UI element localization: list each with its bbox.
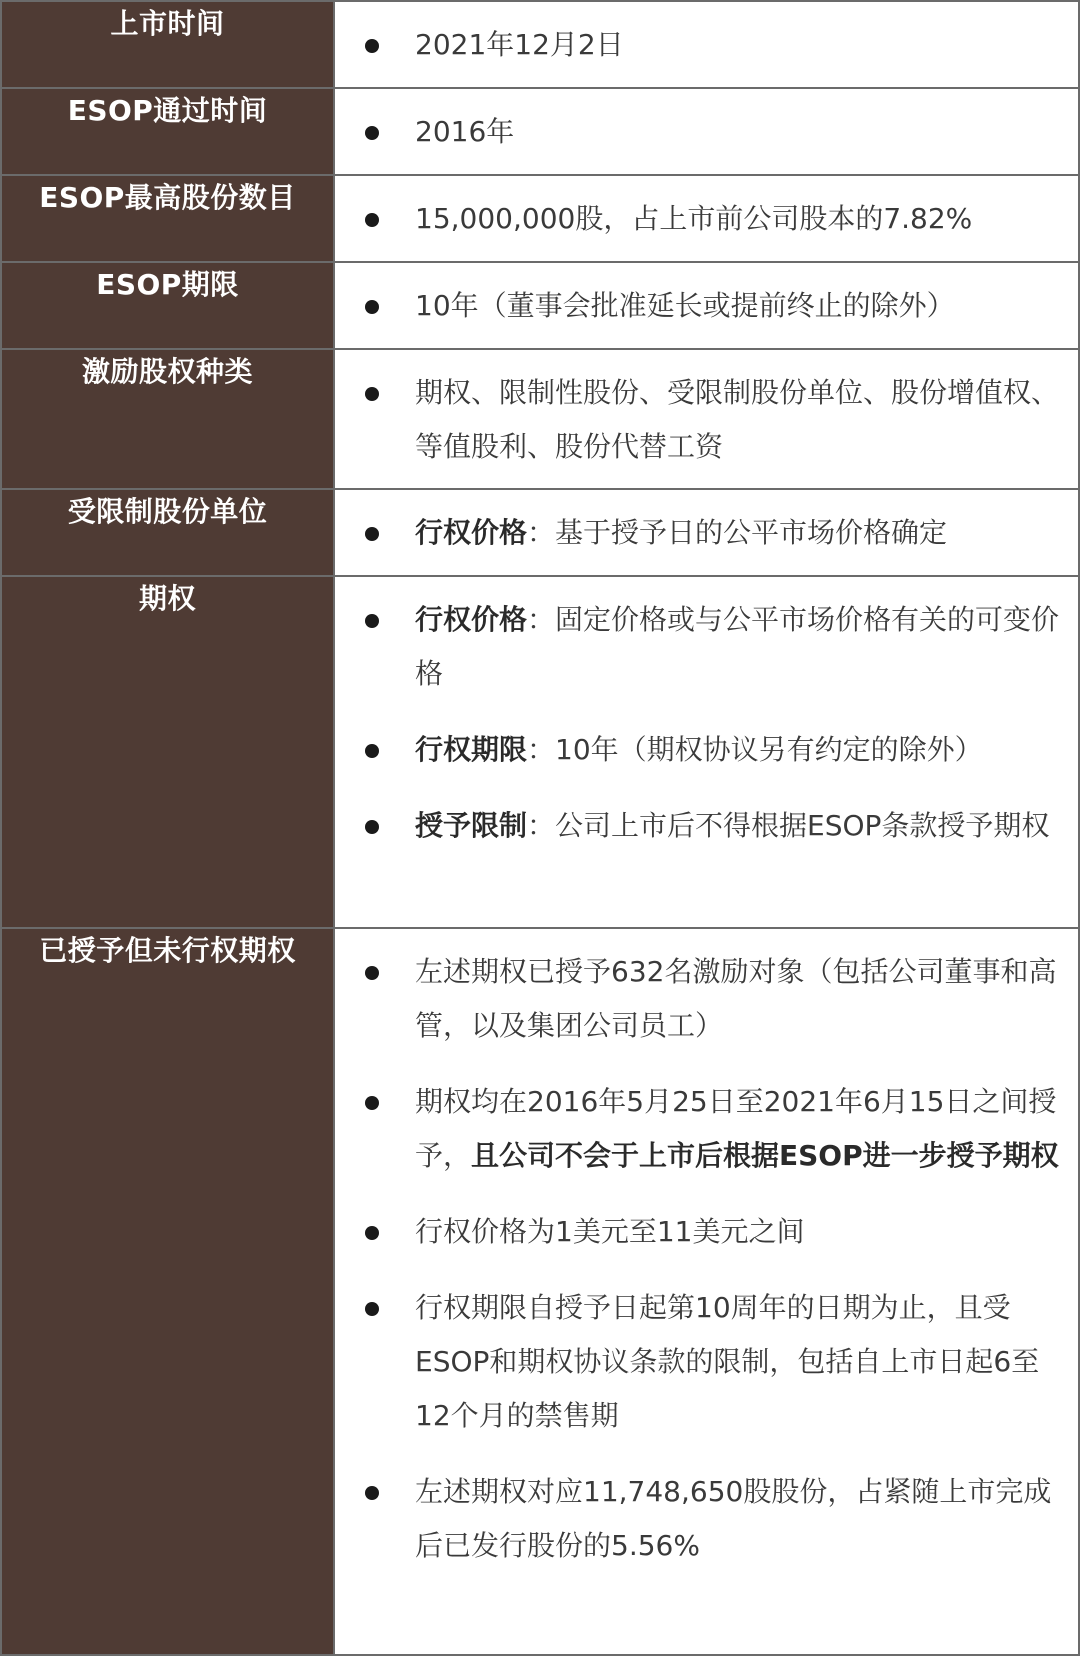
- list-item: [365, 506, 1068, 560]
- list-item: [365, 593, 1068, 701]
- row-content: [334, 175, 1079, 262]
- item-text: ：公司上市后不得根据ESOP条款授予期权: [527, 809, 1050, 842]
- row-label: 上市时间: [1, 1, 334, 88]
- item-text: 15,000,000股，占上市前公司股本的7.82%: [415, 202, 973, 235]
- row-label: 期权: [1, 576, 334, 928]
- row-label: ESOP最高股份数目: [1, 175, 334, 262]
- item-text: ：固定价格或与公平市场价格有关的可变价格: [415, 603, 1060, 690]
- item-text: 期权均在2016年5月25日至2021年6月15日之间授予，: [415, 1085, 1057, 1172]
- table-row: [1, 262, 1079, 349]
- bullet-icon: [365, 1096, 379, 1110]
- bullet-icon: [365, 1302, 379, 1316]
- bullet-icon: [365, 300, 379, 314]
- row-label: ESOP期限: [1, 262, 334, 349]
- item-text: 2016年: [415, 115, 515, 148]
- list-item: [365, 1205, 1068, 1259]
- bullet-icon: [365, 527, 379, 541]
- table-row: [1, 928, 1079, 1655]
- row-content: [334, 576, 1079, 928]
- item-text: 左述期权对应11,748,650股股份，占紧随上市完成后已发行股份的5.56%: [415, 1475, 1052, 1562]
- list-item: [365, 1075, 1068, 1183]
- item-term: 授予限制: [415, 809, 528, 842]
- bullet-icon: [365, 966, 379, 980]
- bullet-icon: [365, 39, 379, 53]
- table-row: [1, 88, 1079, 175]
- list-item: [365, 799, 1068, 853]
- list-item: [365, 1281, 1068, 1443]
- list-item: [365, 1465, 1068, 1573]
- table-row: [1, 349, 1079, 489]
- row-content: [334, 489, 1079, 576]
- row-label: 激励股权种类: [1, 349, 334, 489]
- bullet-icon: [365, 1226, 379, 1240]
- row-content: [334, 928, 1079, 1655]
- item-text: ：基于授予日的公平市场价格确定: [527, 516, 948, 549]
- item-text: ：10年（期权协议另有约定的除外）: [527, 733, 983, 766]
- bullet-icon: [365, 1486, 379, 1500]
- item-text: 10年（董事会批准延长或提前终止的除外）: [415, 289, 955, 322]
- bullet-icon: [365, 820, 379, 834]
- table-row: [1, 175, 1079, 262]
- row-content: [334, 349, 1079, 489]
- item-text: 左述期权已授予632名激励对象（包括公司董事和高管，以及集团公司员工）: [415, 955, 1057, 1042]
- bullet-icon: [365, 213, 379, 227]
- row-content: [334, 262, 1079, 349]
- row-label: ESOP通过时间: [1, 88, 334, 175]
- table-row: [1, 1, 1079, 88]
- item-emphasis: 且公司不会于上市后根据ESOP进一步授予期权: [471, 1139, 1059, 1172]
- list-item: [365, 279, 1068, 333]
- item-term: 行权价格: [415, 516, 528, 549]
- item-text: 行权价格为1美元至11美元之间: [415, 1215, 805, 1248]
- bullet-icon: [365, 744, 379, 758]
- list-item: [365, 723, 1068, 777]
- row-content: [334, 1, 1079, 88]
- row-label: 受限制股份单位: [1, 489, 334, 576]
- item-term: 行权期限: [415, 733, 528, 766]
- bullet-icon: [365, 387, 379, 401]
- bullet-icon: [365, 126, 379, 140]
- row-label: 已授予但未行权期权: [1, 928, 334, 1655]
- item-term: 行权价格: [415, 603, 528, 636]
- table-row: [1, 489, 1079, 576]
- bullet-icon: [365, 614, 379, 628]
- list-item: [365, 18, 1068, 72]
- row-content: [334, 88, 1079, 175]
- list-item: [365, 366, 1068, 474]
- item-text: 行权期限自授予日起第10周年的日期为止，且受ESOP和期权协议条款的限制，包括自上市日起6至12个月的禁售期: [415, 1291, 1040, 1432]
- list-item: [365, 945, 1068, 1053]
- table-row: [1, 576, 1079, 928]
- item-text: 期权、限制性股份、受限制股份单位、股份增值权、等值股利、股份代替工资: [415, 376, 1060, 463]
- list-item: [365, 192, 1068, 246]
- list-item: [365, 105, 1068, 159]
- item-text: 2021年12月2日: [415, 28, 624, 61]
